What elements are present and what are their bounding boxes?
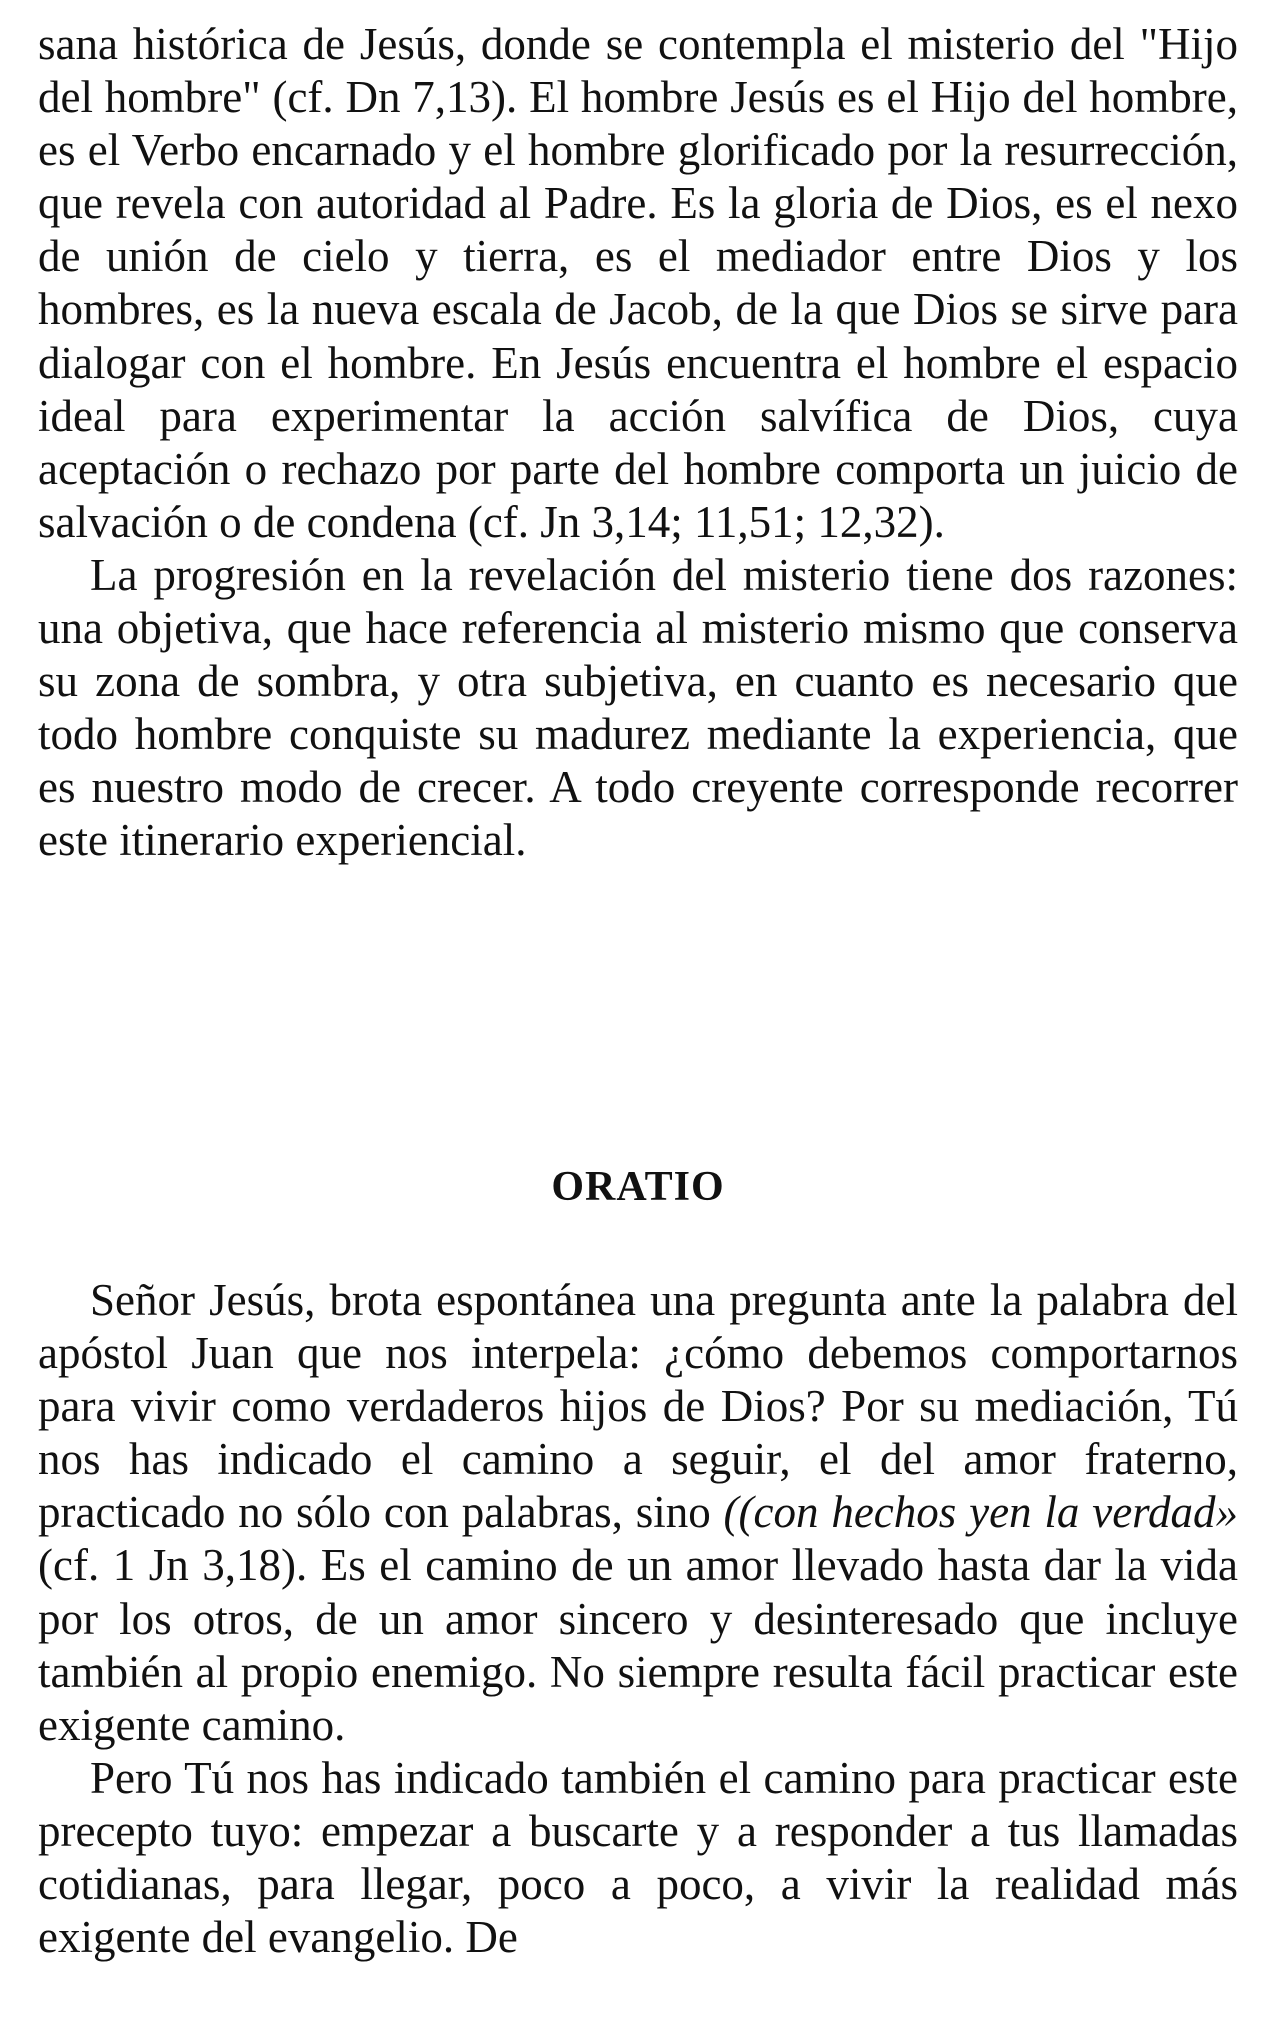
oratio-p1-quote: ((con hechos yen la verdad» <box>723 1487 1239 1538</box>
oratio-p1-text-end: (cf. 1 Jn 3,18). Es el camino de un amor llevado hasta dar la vida por los otros, de un amor sincero y desinteresado que incluye también al propio enemigo. No siempre resulta fácil practicar este exigente camino. <box>38 1540 1238 1750</box>
section-heading-oratio: ORATIO <box>551 1164 725 1210</box>
oratio-p1-text-start: Señor Jesús, brota espontánea una pregunta ante la palabra del apóstol Juan que nos interpela: ¿cómo debemos comportarnos para vivir como verdaderos hijos de Dios? Por su mediación, Tú nos has indicado el camino a seguir, el del amor fraterno, practicado no sólo con palabras, sino <box>38 1275 1238 1538</box>
oratio-section <box>38 1274 1238 1964</box>
intro-paragraph-1: sana histórica de Jesús, donde se contempla el misterio del "Hijo del hombre" (cf. Dn 7,13). El hombre Jesús es el Hijo del hombre, es el Verbo encarnado y el hombre glorificado por la resurrección, que revela con autoridad al Padre. Es la gloria de Dios, es el nexo de unión de cielo y tierra, es el mediador entre Dios y los hombres, es la nueva escala de Jacob, de la que Dios se sirve para dialogar con el hombre. En Jesús encuentra el hombre el espacio ideal para experimentar la acción salvífica de Dios, cuya aceptación o rechazo por parte del hombre comporta un juicio de salvación o de condena (cf. Jn 3,14; 11,51; 12,32). <box>38 19 1238 547</box>
intro-paragraph-2: La progresión en la revelación del misterio tiene dos razones: una objetiva, que hace referencia al misterio mismo que conserva su zona de sombra, y otra subjetiva, en cuanto es necesario que todo hombre conquiste su madurez mediante la experiencia, que es nuestro modo de crecer. A todo creyente corresponde recorrer este itinerario experiencial. <box>38 549 1238 866</box>
oratio-paragraph-2: Pero Tú nos has indicado también el camino para practicar este precepto tuyo: empezar a buscarte y a responder a tus llamadas cotidianas, para llegar, poco a poco, a vivir la realidad más exigente del evangelio. De <box>38 1752 1238 1963</box>
oratio-paragraph-1 <box>38 1274 1238 1752</box>
page-body <box>38 18 1239 1963</box>
